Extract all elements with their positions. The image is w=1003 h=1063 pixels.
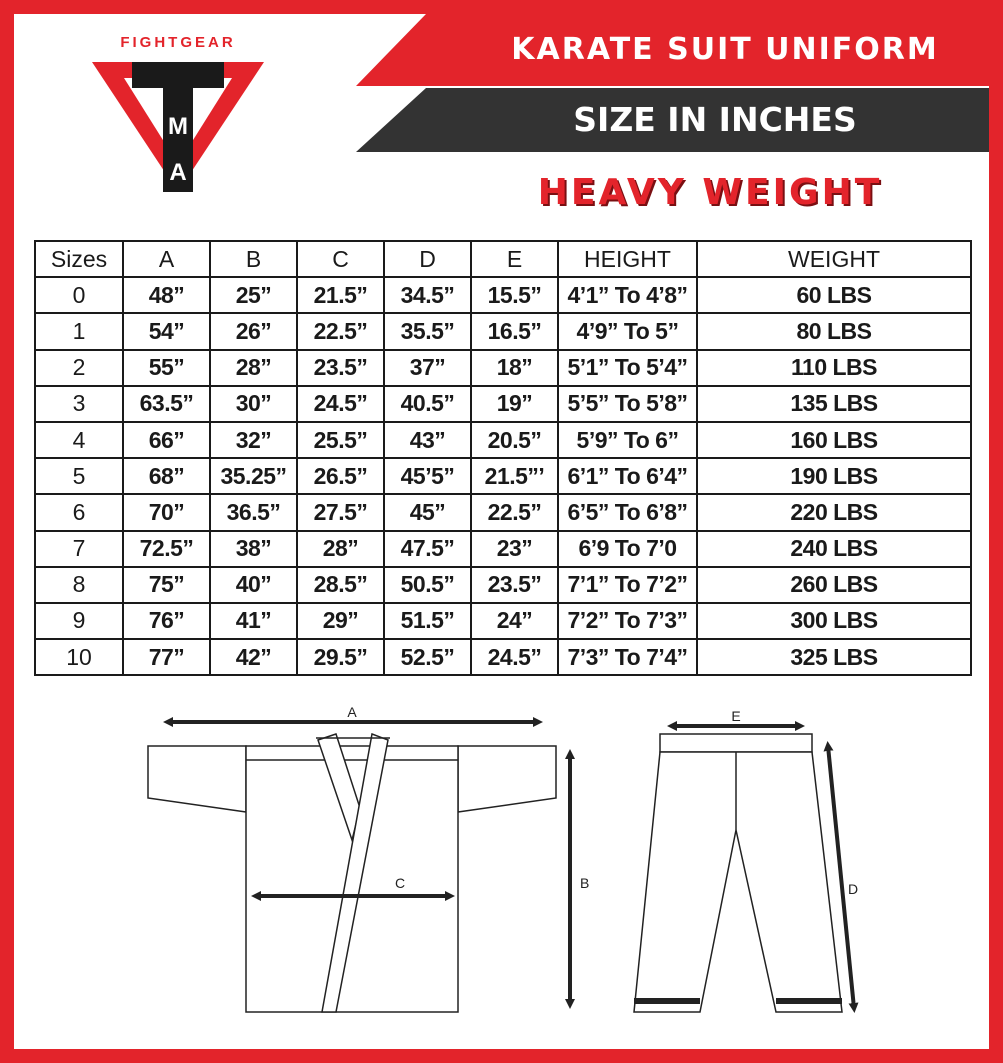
cell-weight: 80 LBS [697,313,971,349]
page-subtitle: SIZE IN INCHES [573,100,857,139]
cell-size: 8 [35,567,123,603]
cell-e: 22.5” [471,494,558,530]
header-a: A [123,241,210,277]
cell-weight: 135 LBS [697,386,971,422]
cell-e: 20.5” [471,422,558,458]
cell-a: 72.5” [123,531,210,567]
cell-weight: 300 LBS [697,603,971,639]
cell-d: 40.5” [384,386,471,422]
jacket-outline-icon [148,734,556,1012]
cell-size: 1 [35,313,123,349]
cell-weight: 190 LBS [697,458,971,494]
cell-e: 15.5” [471,277,558,313]
cell-d: 37” [384,350,471,386]
table-row [35,494,971,530]
cell-e: 19” [471,386,558,422]
table-row [35,313,971,349]
cell-b: 28” [210,350,297,386]
cell-d: 47.5” [384,531,471,567]
dimension-a-label: A [347,704,357,720]
cell-c: 28” [297,531,384,567]
cell-size: 6 [35,494,123,530]
cell-weight: 160 LBS [697,422,971,458]
pants-outline-icon [634,734,842,1012]
dimension-d-label: D [848,881,859,897]
cell-d: 52.5” [384,639,471,675]
cell-weight: 240 LBS [697,531,971,567]
cell-b: 25” [210,277,297,313]
cell-d: 34.5” [384,277,471,313]
dimension-c-label: C [394,875,406,891]
cell-d: 35.5” [384,313,471,349]
cell-e: 18” [471,350,558,386]
cell-b: 40” [210,567,297,603]
cell-height: 4’9” To 5” [558,313,697,349]
table-header-row [35,241,971,277]
table-row [35,603,971,639]
cell-b: 32” [210,422,297,458]
cell-e: 21.5”’ [471,458,558,494]
cell-weight: 60 LBS [697,277,971,313]
cell-a: 54” [123,313,210,349]
cell-height: 5’1” To 5’4” [558,350,697,386]
tma-emblem-icon [92,52,264,194]
cell-height: 5’5” To 5’8” [558,386,697,422]
cell-e: 23.5” [471,567,558,603]
header-weight: WEIGHT [697,241,971,277]
cell-c: 23.5” [297,350,384,386]
cell-height: 6’5” To 6’8” [558,494,697,530]
cell-c: 21.5” [297,277,384,313]
table-row [35,386,971,422]
cell-c: 24.5” [297,386,384,422]
cell-weight: 260 LBS [697,567,971,603]
header-height: HEIGHT [558,241,697,277]
cell-d: 50.5” [384,567,471,603]
cell-c: 26.5” [297,458,384,494]
cell-c: 29” [297,603,384,639]
logo-letter-m: M [168,113,188,140]
cell-a: 48” [123,277,210,313]
cell-weight: 220 LBS [697,494,971,530]
table-row [35,277,971,313]
cell-size: 7 [35,531,123,567]
cell-e: 24” [471,603,558,639]
cell-weight: 325 LBS [697,639,971,675]
cell-e: 24.5” [471,639,558,675]
header-d: D [384,241,471,277]
cell-c: 25.5” [297,422,384,458]
cell-a: 76” [123,603,210,639]
cell-size: 3 [35,386,123,422]
cell-a: 70” [123,494,210,530]
cell-d: 45’5” [384,458,471,494]
table-row [35,639,971,675]
header-b: B [210,241,297,277]
table-row [35,567,971,603]
weight-class-heading: HEAVY WEIGHT [537,172,883,213]
cell-b: 36.5” [210,494,297,530]
cell-c: 27.5” [297,494,384,530]
fightgear-logo [92,34,264,194]
header-e: E [471,241,558,277]
cell-b: 38” [210,531,297,567]
cell-e: 23” [471,531,558,567]
dimension-e-label: E [731,708,741,724]
size-chart-table [34,240,972,676]
cell-height: 7’3” To 7’4” [558,639,697,675]
cell-weight: 110 LBS [697,350,971,386]
cell-b: 30” [210,386,297,422]
cell-c: 29.5” [297,639,384,675]
header-sizes: Sizes [35,241,123,277]
table-body [35,277,971,675]
logo-letter-a: A [169,159,187,186]
cell-c: 28.5” [297,567,384,603]
logo-brand-text: FIGHTGEAR [120,34,236,51]
cell-size: 4 [35,422,123,458]
table-row [35,531,971,567]
cell-b: 35.25” [210,458,297,494]
uniform-measurement-diagram [0,690,1003,1050]
page-title: KARATE SUIT UNIFORM [511,32,939,67]
cell-a: 55” [123,350,210,386]
cell-a: 75” [123,567,210,603]
cell-b: 41” [210,603,297,639]
cell-height: 4’1” To 4’8” [558,277,697,313]
table-row [35,422,971,458]
cell-a: 68” [123,458,210,494]
cell-d: 45” [384,494,471,530]
pants-right-cuff [776,998,842,1004]
table-row [35,458,971,494]
cell-b: 26” [210,313,297,349]
cell-a: 66” [123,422,210,458]
cell-d: 43” [384,422,471,458]
cell-height: 7’2” To 7’3” [558,603,697,639]
cell-height: 7’1” To 7’2” [558,567,697,603]
dimension-b-label: B [580,875,590,891]
cell-size: 9 [35,603,123,639]
cell-c: 22.5” [297,313,384,349]
cell-size: 0 [35,277,123,313]
cell-height: 5’9” To 6” [558,422,697,458]
cell-e: 16.5” [471,313,558,349]
header-c: C [297,241,384,277]
cell-size: 5 [35,458,123,494]
cell-d: 51.5” [384,603,471,639]
cell-a: 63.5” [123,386,210,422]
cell-a: 77” [123,639,210,675]
pants-left-cuff [634,998,700,1004]
cell-height: 6’9 To 7’0 [558,531,697,567]
cell-height: 6’1” To 6’4” [558,458,697,494]
cell-b: 42” [210,639,297,675]
cell-size: 2 [35,350,123,386]
cell-size: 10 [35,639,123,675]
table-row [35,350,971,386]
